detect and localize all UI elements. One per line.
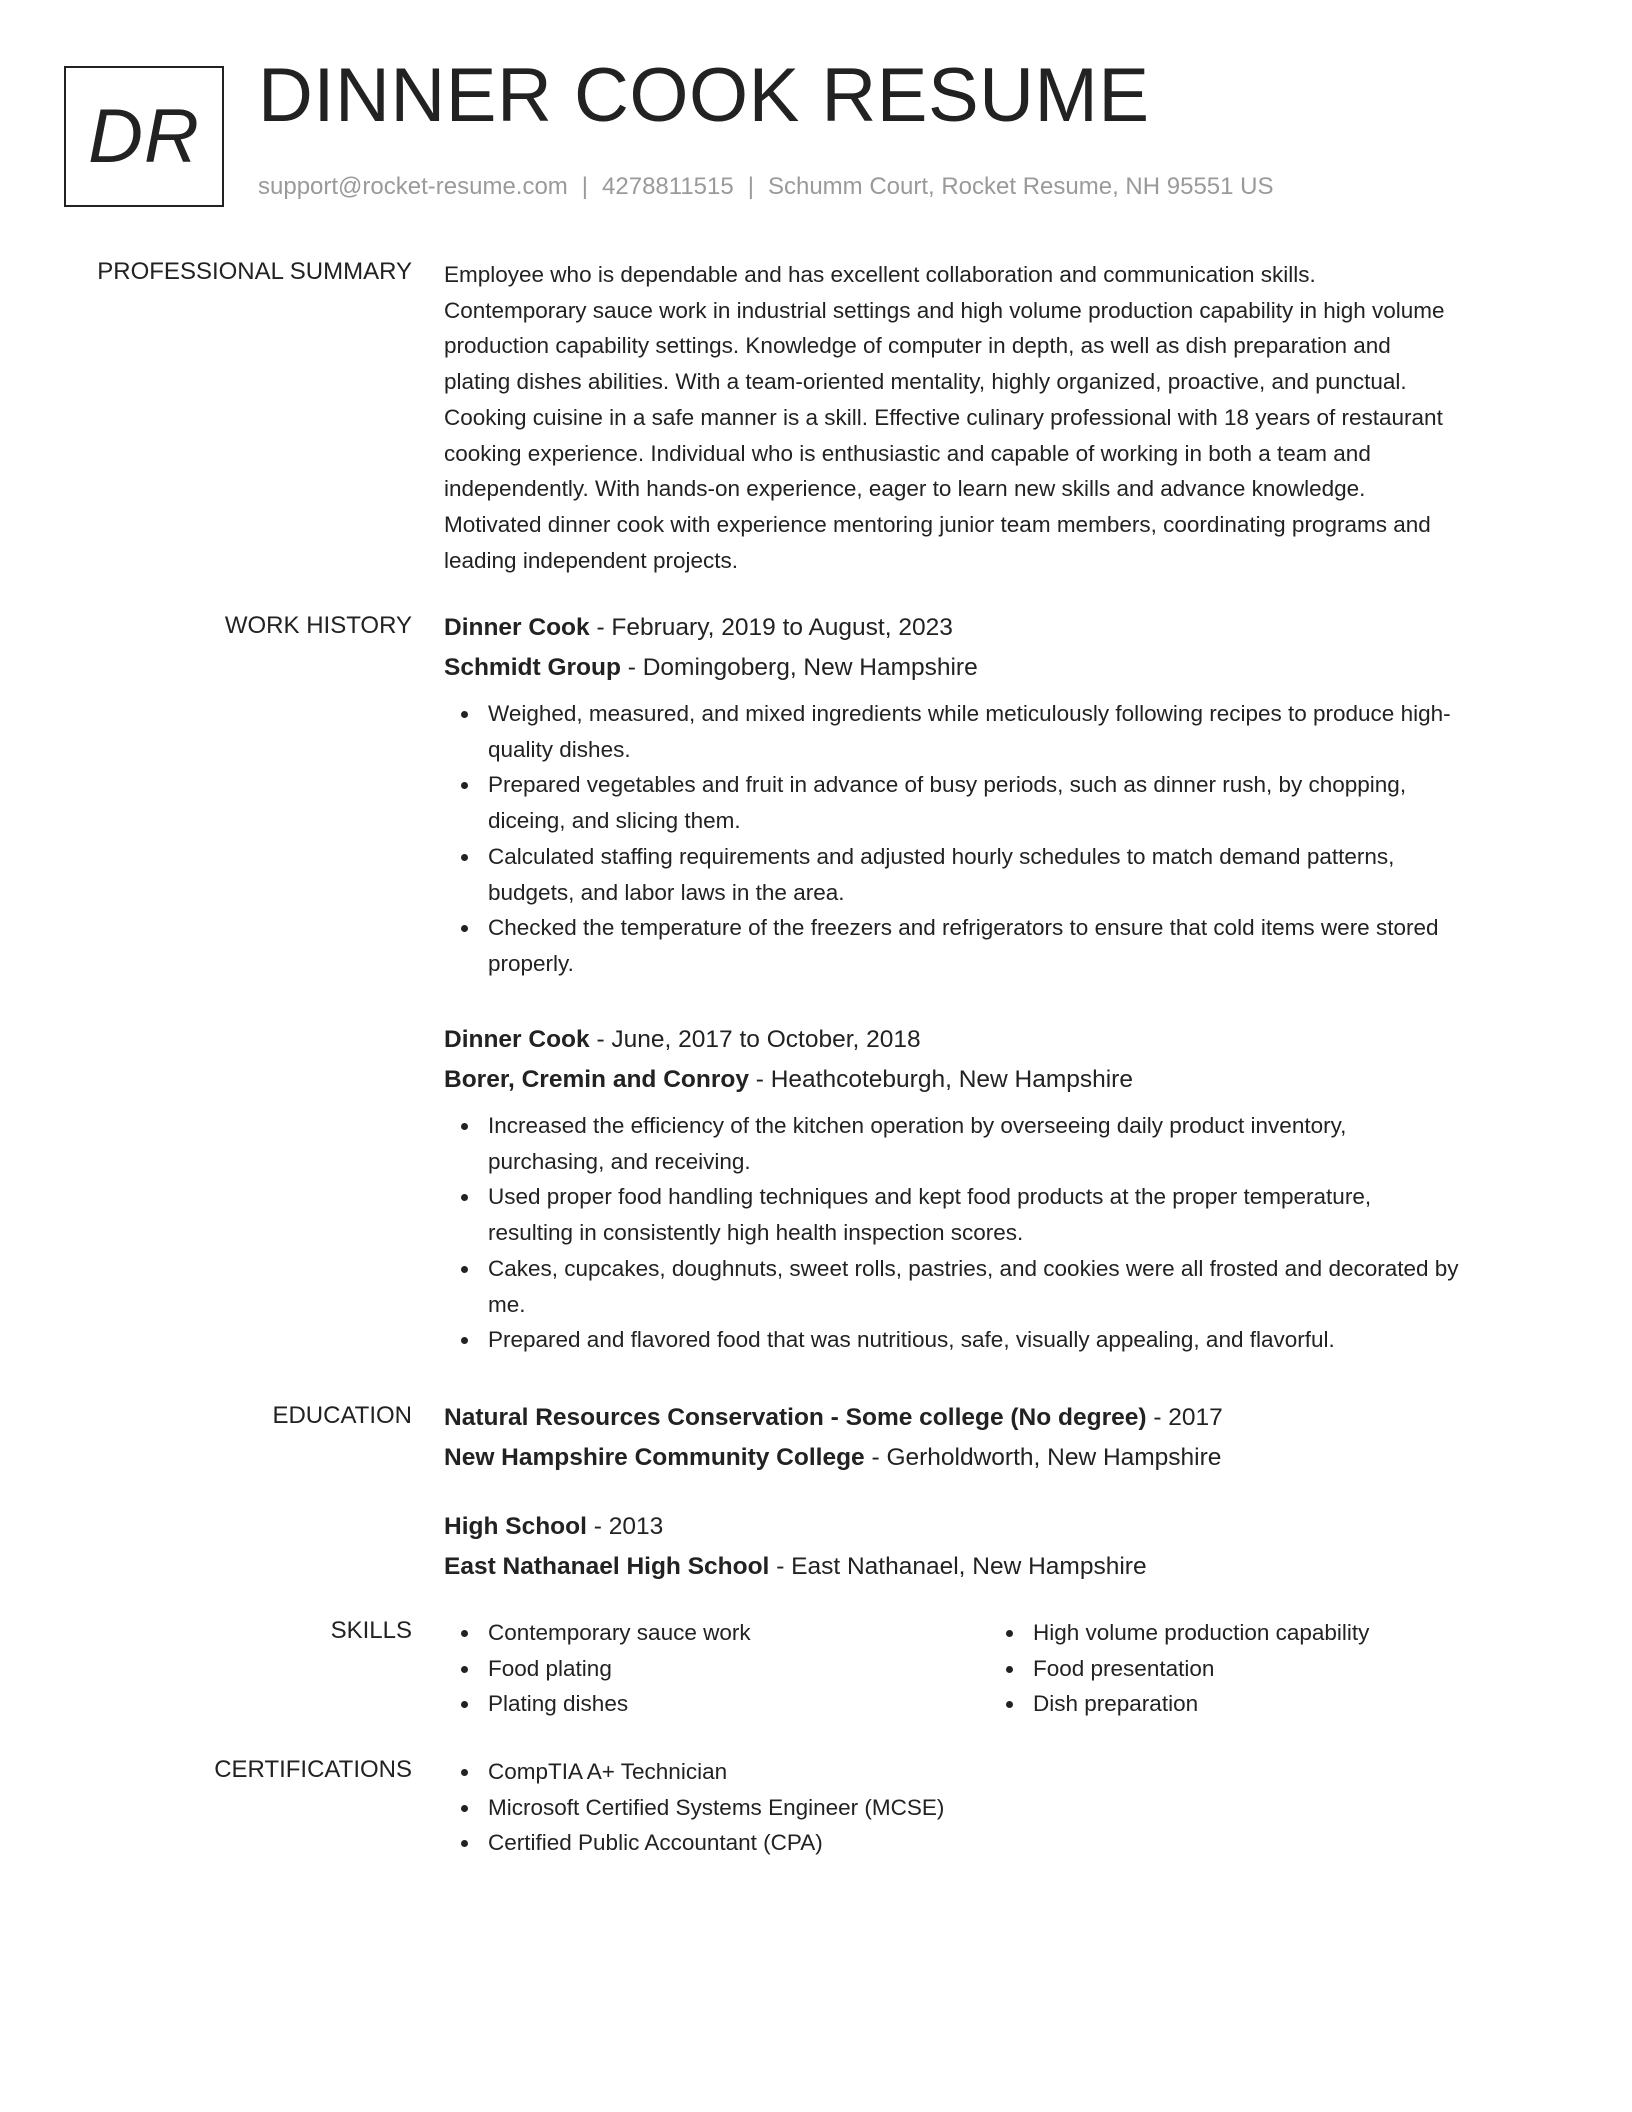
skill-item: Contemporary sauce work [488, 1615, 989, 1651]
job-duty [488, 910, 1556, 981]
duty-line: diceing, and slicing them. [488, 808, 741, 834]
duty-line: Used proper food handling techniques and kept food products at the proper temperature, [488, 1184, 1372, 1210]
contact-email[interactable]: support@rocket-resume.com [258, 173, 568, 200]
certification-item: Microsoft Certified Systems Engineer (MCSE) [488, 1790, 1556, 1826]
section-label-education: EDUCATION [272, 1402, 412, 1429]
job-duty [488, 696, 1556, 767]
job-title: Dinner Cook [444, 614, 590, 641]
contact-phone[interactable]: 4278811515 [602, 173, 734, 200]
certification-item: CompTIA A+ Technician [488, 1754, 1556, 1790]
duty-line: resulting in consistently high health inspection scores. [488, 1220, 1024, 1246]
skills-column-right [989, 1615, 1534, 1722]
school-line [444, 1438, 1556, 1478]
skill-item: Plating dishes [488, 1686, 989, 1722]
job-title: Dinner Cook [444, 1026, 590, 1053]
degree-line [444, 1507, 1556, 1547]
monogram-box [64, 66, 224, 207]
summary-line: Motivated dinner cook with experience mentoring junior team members, coordinating programs and [444, 511, 1431, 537]
resume-title: DINNER COOK RESUME [258, 53, 1150, 138]
skills-column-left [444, 1615, 989, 1722]
skills-list [444, 1615, 1556, 1722]
school-name: East Nathanael High School [444, 1553, 770, 1580]
summary-line: cooking experience. Individual who is enthusiastic and capable of working in both a team and [444, 440, 1371, 466]
summary-line: Contemporary sauce work in industrial settings and high volume production capability in high volume [444, 297, 1445, 323]
education-entry [444, 1398, 1556, 1478]
skill-item: Dish preparation [1033, 1686, 1534, 1722]
job-company-line [444, 648, 1556, 688]
job-duty [488, 839, 1556, 910]
job-duty [488, 767, 1556, 838]
degree-line [444, 1398, 1556, 1438]
section-label-certifications: CERTIFICATIONS [214, 1756, 412, 1783]
degree-year: - 2017 [1153, 1404, 1223, 1431]
job-company: Borer, Cremin and Conroy [444, 1066, 749, 1093]
job-title-line [444, 608, 1556, 648]
section-label-skills: SKILLS [330, 1617, 412, 1644]
summary-line: independently. With hands-on experience, eager to learn new skills and advance knowledge. [444, 476, 1366, 502]
monogram-initials: DR [88, 93, 200, 179]
duty-line: Checked the temperature of the freezers and refrigerators to ensure that cold items were stored [488, 915, 1439, 941]
skill-item: High volume production capability [1033, 1615, 1534, 1651]
duty-line: Weighed, measured, and mixed ingredients while meticulously following recipes to produce high- [488, 701, 1451, 726]
education-entry [444, 1507, 1556, 1587]
job-duties [444, 696, 1556, 982]
duty-line: Increased the efficiency of the kitchen operation by overseeing daily product inventory, [488, 1113, 1347, 1138]
duty-line: properly. [488, 950, 574, 976]
job-dates: - June, 2017 to October, 2018 [596, 1026, 921, 1053]
school-line [444, 1547, 1556, 1587]
degree-name: Natural Resources Conservation - Some college (No degree) [444, 1404, 1147, 1431]
job-dates: - February, 2019 to August, 2023 [596, 614, 953, 641]
job-duty [488, 1179, 1556, 1250]
certification-item: Certified Public Accountant (CPA) [488, 1825, 1556, 1861]
summary-line: leading independent projects. [444, 547, 738, 573]
job-entry [444, 1020, 1556, 1358]
job-company-line [444, 1060, 1556, 1100]
school-location: - Gerholdworth, New Hampshire [871, 1444, 1222, 1471]
skill-item: Food plating [488, 1651, 989, 1687]
contact-line [258, 175, 1274, 199]
school-name: New Hampshire Community College [444, 1444, 865, 1471]
duty-line: budgets, and labor laws in the area. [488, 879, 845, 905]
job-company: Schmidt Group [444, 654, 621, 681]
job-duty [488, 1251, 1556, 1322]
school-location: - East Nathanael, New Hampshire [776, 1553, 1147, 1580]
contact-separator: | [747, 173, 754, 200]
section-label-work-history: WORK HISTORY [224, 612, 412, 639]
contact-separator: | [581, 173, 589, 200]
job-location: - Heathcoteburgh, New Hampshire [755, 1066, 1133, 1093]
job-entry [444, 608, 1556, 982]
skill-item: Food presentation [1033, 1651, 1534, 1687]
degree-year: - 2013 [593, 1513, 664, 1540]
summary-line: plating dishes abilities. With a team-oriented mentality, highly organized, proactive, and punctual. [444, 369, 1407, 395]
summary-line: Employee who is dependable and has excellent collaboration and communication skills. [444, 262, 1316, 287]
job-location: - Domingoberg, New Hampshire [627, 654, 978, 681]
duty-line: purchasing, and receiving. [488, 1148, 751, 1174]
duty-line: Cakes, cupcakes, doughnuts, sweet rolls, pastries, and cookies were all frosted and decorated by [488, 1255, 1459, 1281]
contact-address: Schumm Court, Rocket Resume, NH 95551 US [767, 173, 1274, 200]
certifications-bullets [444, 1754, 1556, 1861]
section-label-summary: PROFESSIONAL SUMMARY [97, 258, 412, 285]
duty-line: Calculated staffing requirements and adjusted hourly schedules to match demand patterns, [488, 843, 1395, 869]
job-duty [488, 1108, 1556, 1179]
job-title-line [444, 1020, 1556, 1060]
degree-name: High School [444, 1513, 587, 1540]
duty-line: me. [488, 1291, 526, 1317]
duty-line: Prepared and flavored food that was nutritious, safe, visually appealing, and flavorful. [488, 1327, 1335, 1353]
job-duty [488, 1322, 1556, 1358]
duty-line: quality dishes. [488, 736, 631, 762]
certifications-list [444, 1754, 1556, 1861]
duty-line: Prepared vegetables and fruit in advance of busy periods, such as dinner rush, by chopping, [488, 772, 1407, 798]
job-duties [444, 1108, 1556, 1358]
summary-line: Cooking cuisine in a safe manner is a skill. Effective culinary professional with 18 years of restaurant [444, 404, 1443, 430]
summary-text [444, 257, 1556, 578]
summary-line: production capability settings. Knowledge of computer in depth, as well as dish preparation and [444, 333, 1391, 359]
